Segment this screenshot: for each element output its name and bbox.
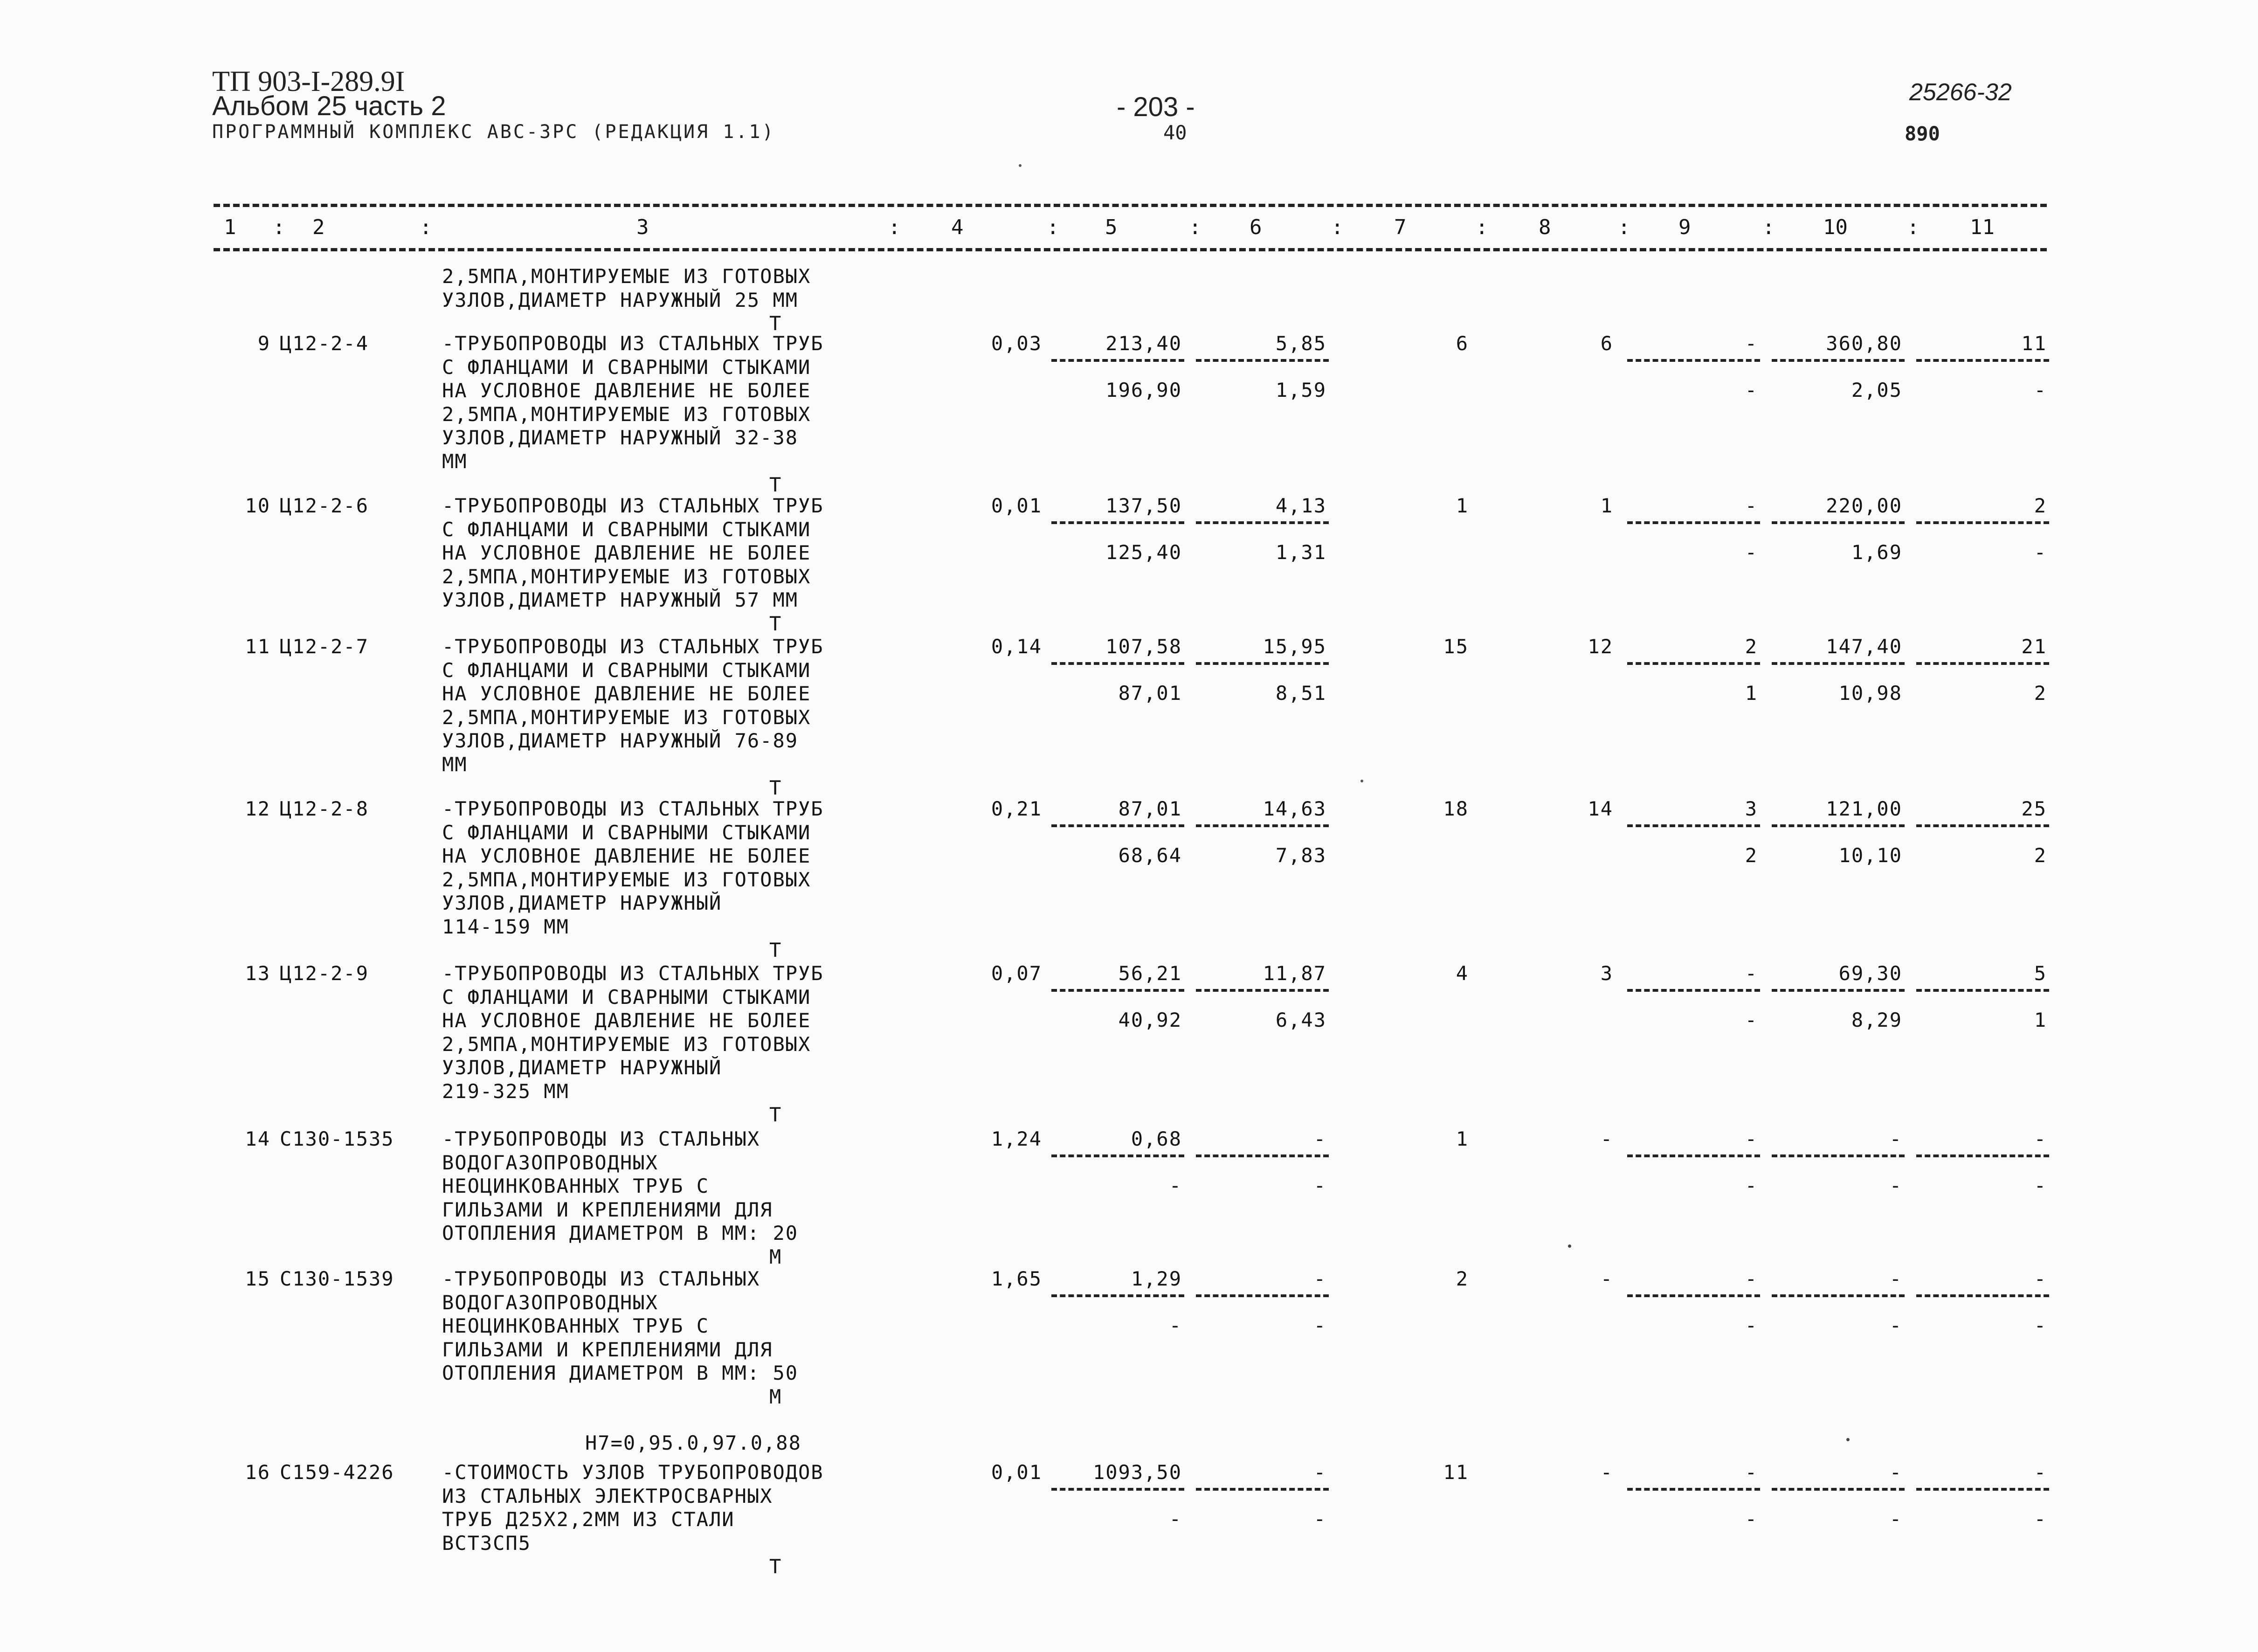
- value-c7: 15: [1443, 635, 1469, 658]
- fraction-rule: [1051, 1294, 1184, 1297]
- value-c9: -: [1745, 332, 1758, 355]
- value-c10: 147,40: [1826, 635, 1902, 658]
- value-c9: -: [1745, 1461, 1758, 1484]
- fraction-rule: [1627, 824, 1760, 827]
- column-header: 6: [1250, 215, 1262, 239]
- value-c9b: -: [1745, 1009, 1758, 1031]
- value-c10: -: [1889, 1127, 1902, 1150]
- value-c7: 4: [1456, 962, 1469, 985]
- album-label: Альбом 25 часть 2: [212, 91, 446, 121]
- description-line: НА УСЛОВНОЕ ДАВЛЕНИЕ НЕ БОЛЕЕ: [442, 541, 811, 564]
- row-number: 13: [245, 962, 270, 985]
- value-c5b: 196,90: [1105, 379, 1182, 401]
- value-c5b: -: [1169, 1174, 1182, 1197]
- value-c10: 69,30: [1838, 962, 1902, 985]
- value-c11: 11: [2021, 332, 2047, 355]
- scan-mark: [1846, 1438, 1850, 1441]
- fraction-rule: [1916, 989, 2049, 992]
- value-c9b: 1: [1745, 682, 1758, 705]
- description-line: -ТРУБОПРОВОДЫ ИЗ СТАЛЬНЫХ ТРУБ: [442, 332, 824, 355]
- value-c9b: 2: [1745, 844, 1758, 867]
- fraction-rule: [1051, 662, 1184, 665]
- unit-label: Т: [769, 473, 781, 496]
- value-c4: 0,01: [991, 494, 1042, 517]
- fraction-rule: [1196, 521, 1329, 524]
- value-c5b: 68,64: [1118, 844, 1182, 867]
- value-c4: 0,07: [991, 962, 1042, 985]
- archive-number: 25266-32: [1909, 79, 2012, 106]
- value-c9b: -: [1745, 1507, 1758, 1530]
- value-c10b: 1,69: [1851, 541, 1902, 564]
- description-line: ММ: [442, 753, 468, 776]
- description-line: НЕОЦИНКОВАННЫХ ТРУБ С: [442, 1175, 710, 1197]
- fraction-rule: [1916, 1154, 2049, 1157]
- description-line: УЗЛОВ,ДИАМЕТР НАРУЖНЫЙ 32-38: [442, 426, 799, 449]
- value-c5: 107,58: [1105, 635, 1182, 658]
- value-c6: 11,87: [1263, 962, 1326, 985]
- unit-label: Т: [769, 776, 781, 799]
- value-c11: -: [2034, 1127, 2047, 1150]
- value-c8: -: [1600, 1267, 1613, 1290]
- value-c4: 1,65: [991, 1267, 1042, 1290]
- fraction-rule: [1627, 359, 1760, 362]
- value-c11: 5: [2034, 962, 2047, 985]
- value-c8: 3: [1600, 962, 1613, 985]
- value-c5: 213,40: [1105, 332, 1182, 355]
- description-line: ГИЛЬЗАМИ И КРЕПЛЕНИЯМИ ДЛЯ: [442, 1338, 773, 1361]
- description-line: С ФЛАНЦАМИ И СВАРНЫМИ СТЫКАМИ: [442, 658, 811, 682]
- value-c11: 21: [2021, 635, 2047, 658]
- fraction-rule: [1916, 1488, 2049, 1491]
- column-separator: :: [1331, 215, 1344, 239]
- value-c10: -: [1889, 1267, 1902, 1290]
- value-c6b: 7,83: [1275, 844, 1326, 867]
- column-separator: :: [1762, 215, 1775, 239]
- value-c10: -: [1889, 1461, 1902, 1484]
- rate-code: С159-4226: [280, 1461, 394, 1484]
- description-line: НА УСЛОВНОЕ ДАВЛЕНИЕ НЕ БОЛЕЕ: [442, 379, 811, 402]
- value-c10b: 2,05: [1851, 379, 1902, 401]
- fraction-rule: [1051, 1154, 1184, 1157]
- description-line: ВСТ3СП5: [442, 1531, 532, 1555]
- fraction-rule: [1196, 824, 1329, 827]
- value-c5b: 87,01: [1118, 682, 1182, 705]
- column-header: 9: [1678, 215, 1691, 239]
- value-c8: 1: [1600, 494, 1613, 517]
- value-c11b: -: [2034, 379, 2047, 401]
- value-c9: -: [1745, 1127, 1758, 1150]
- column-header: 7: [1394, 215, 1407, 239]
- row-number: 9: [257, 332, 270, 355]
- fraction-rule: [1627, 1488, 1760, 1491]
- value-c11b: -: [2034, 1174, 2047, 1197]
- unit-label: Т: [769, 1103, 781, 1126]
- description-line: УЗЛОВ,ДИАМЕТР НАРУЖНЫЙ 76-89: [442, 729, 799, 752]
- unit-label: М: [769, 1245, 781, 1268]
- value-c9: -: [1745, 494, 1758, 517]
- value-c6b: 1,31: [1275, 541, 1326, 564]
- description-line: ММ: [442, 449, 468, 473]
- value-c8: -: [1600, 1127, 1613, 1150]
- value-c10b: -: [1889, 1507, 1902, 1530]
- column-separator: :: [273, 215, 285, 239]
- row-number: 14: [245, 1127, 270, 1150]
- code-right: 890: [1905, 122, 1940, 145]
- fraction-rule: [1051, 824, 1184, 827]
- value-c8: 14: [1588, 797, 1613, 820]
- column-header: 8: [1539, 215, 1551, 239]
- fraction-rule: [1196, 662, 1329, 665]
- value-c6: -: [1313, 1127, 1326, 1150]
- description-line: 219-325 ММ: [442, 1079, 569, 1103]
- value-c8: 12: [1588, 635, 1613, 658]
- coefficient-line: Н7=0,95.0,97.0,88: [585, 1431, 801, 1454]
- description-line: С ФЛАНЦАМИ И СВАРНЫМИ СТЫКАМИ: [442, 518, 811, 541]
- column-separator: :: [888, 215, 901, 239]
- value-c6: 4,13: [1275, 494, 1326, 517]
- description-line: С ФЛАНЦАМИ И СВАРНЫМИ СТЫКАМИ: [442, 355, 811, 379]
- table-top-rule: [214, 204, 2047, 207]
- description-line: -СТОИМОСТЬ УЗЛОВ ТРУБОПРОВОДОВ: [442, 1461, 824, 1484]
- value-c5: 87,01: [1118, 797, 1182, 820]
- unit-label: М: [769, 1385, 781, 1408]
- value-c6b: 6,43: [1275, 1009, 1326, 1031]
- description-line: ОТОПЛЕНИЯ ДИАМЕТРОМ В ММ: 50: [442, 1362, 799, 1384]
- column-header: 4: [951, 215, 964, 239]
- description-line: ВОДОГАЗОПРОВОДНЫХ: [442, 1291, 658, 1314]
- value-c6: -: [1313, 1267, 1326, 1290]
- column-header: 2: [312, 215, 325, 239]
- unit-label: Т: [769, 1555, 781, 1578]
- value-c11b: -: [2034, 541, 2047, 564]
- fraction-rule: [1772, 662, 1905, 665]
- unit-label: Т: [769, 312, 781, 335]
- row-number: 12: [245, 797, 270, 820]
- value-c10b: 10,98: [1838, 682, 1902, 705]
- value-c7: 1: [1456, 494, 1469, 517]
- value-c10b: 8,29: [1851, 1009, 1902, 1031]
- description-line: ГИЛЬЗАМИ И КРЕПЛЕНИЯМИ ДЛЯ: [442, 1198, 773, 1221]
- value-c6b: 8,51: [1275, 682, 1326, 705]
- column-header: 11: [1970, 215, 1995, 239]
- program-title: ПРОГРАММНЫЙ КОМПЛЕКС АВС-3РС (РЕДАКЦИЯ 1.1): [212, 121, 775, 143]
- fraction-rule: [1196, 359, 1329, 362]
- value-c7: 11: [1443, 1461, 1469, 1484]
- row-number: 16: [245, 1461, 270, 1484]
- description-line: -ТРУБОПРОВОДЫ ИЗ СТАЛЬНЫХ ТРУБ: [442, 962, 824, 985]
- value-c5: 1,29: [1131, 1267, 1182, 1290]
- fraction-rule: [1627, 1294, 1760, 1297]
- description-line: С ФЛАНЦАМИ И СВАРНЫМИ СТЫКАМИ: [442, 821, 811, 844]
- value-c8: 6: [1600, 332, 1613, 355]
- page-number: - 203 -: [1117, 92, 1195, 122]
- rate-code: С130-1535: [280, 1127, 394, 1150]
- fraction-rule: [1772, 989, 1905, 992]
- value-c5: 137,50: [1105, 494, 1182, 517]
- description-line: НА УСЛОВНОЕ ДАВЛЕНИЕ НЕ БОЛЕЕ: [442, 1009, 811, 1032]
- value-c4: 0,03: [991, 332, 1042, 355]
- column-header: 10: [1823, 215, 1848, 239]
- rate-code: Ц12-2-4: [280, 332, 369, 355]
- value-c5b: -: [1169, 1507, 1182, 1530]
- value-c7: 6: [1456, 332, 1469, 355]
- fraction-rule: [1916, 662, 2049, 665]
- fraction-rule: [1916, 824, 2049, 827]
- fraction-rule: [1196, 1154, 1329, 1157]
- fraction-rule: [1772, 1294, 1905, 1297]
- column-header: 1: [224, 215, 236, 239]
- description-line: -ТРУБОПРОВОДЫ ИЗ СТАЛЬНЫХ ТРУБ: [442, 635, 824, 658]
- value-c9b: -: [1745, 1174, 1758, 1197]
- value-c9: 3: [1745, 797, 1758, 820]
- value-c11: -: [2034, 1461, 2047, 1484]
- column-separator: :: [1476, 215, 1488, 239]
- column-separator: :: [1907, 215, 1920, 239]
- description-line: ОТОПЛЕНИЯ ДИАМЕТРОМ В ММ: 20: [442, 1222, 799, 1244]
- value-c11: -: [2034, 1267, 2047, 1290]
- value-c10: 360,80: [1826, 332, 1902, 355]
- value-c11b: 2: [2034, 844, 2047, 867]
- fraction-rule: [1916, 359, 2049, 362]
- table-header-rule: [214, 248, 2047, 251]
- fraction-rule: [1051, 1488, 1184, 1491]
- doc-code: ТП 903-I-289.9I: [212, 66, 405, 97]
- value-c5: 0,68: [1131, 1127, 1182, 1150]
- rate-code: Ц12-2-8: [280, 797, 369, 820]
- value-c10b: 10,10: [1838, 844, 1902, 867]
- column-header: 5: [1105, 215, 1118, 239]
- fraction-rule: [1772, 521, 1905, 524]
- description-line: 2,5МПА,МОНТИРУЕМЫЕ ИЗ ГОТОВЫХ: [442, 265, 811, 288]
- fraction-rule: [1627, 662, 1760, 665]
- row-number: 15: [245, 1267, 270, 1290]
- description-line: -ТРУБОПРОВОДЫ ИЗ СТАЛЬНЫХ ТРУБ: [442, 494, 824, 517]
- value-c5: 56,21: [1118, 962, 1182, 985]
- fraction-rule: [1772, 1488, 1905, 1491]
- description-line: 2,5МПА,МОНТИРУЕМЫЕ ИЗ ГОТОВЫХ: [442, 565, 811, 588]
- description-line: НЕОЦИНКОВАННЫХ ТРУБ С: [442, 1314, 710, 1337]
- description-line: С ФЛАНЦАМИ И СВАРНЫМИ СТЫКАМИ: [442, 985, 811, 1009]
- value-c10: 220,00: [1826, 494, 1902, 517]
- value-c6b: -: [1313, 1507, 1326, 1530]
- fraction-rule: [1627, 989, 1760, 992]
- fraction-rule: [1051, 359, 1184, 362]
- fraction-rule: [1916, 521, 2049, 524]
- value-c11: 2: [2034, 494, 2047, 517]
- description-line: 2,5МПА,МОНТИРУЕМЫЕ ИЗ ГОТОВЫХ: [442, 705, 811, 729]
- value-c6: 5,85: [1275, 332, 1326, 355]
- column-separator: :: [420, 215, 432, 239]
- value-c11b: 1: [2034, 1009, 2047, 1031]
- description-line: УЗЛОВ,ДИАМЕТР НАРУЖНЫЙ 57 ММ: [442, 588, 799, 611]
- value-c9b: -: [1745, 1314, 1758, 1337]
- value-c10b: -: [1889, 1314, 1902, 1337]
- value-c5b: 40,92: [1118, 1009, 1182, 1031]
- value-c11b: -: [2034, 1314, 2047, 1337]
- value-c10: 121,00: [1826, 797, 1902, 820]
- value-c6: 14,63: [1263, 797, 1326, 820]
- description-line: УЗЛОВ,ДИАМЕТР НАРУЖНЫЙ: [442, 1056, 722, 1079]
- rate-code: С130-1539: [280, 1267, 394, 1290]
- unit-label: Т: [769, 939, 781, 961]
- value-c7: 2: [1456, 1267, 1469, 1290]
- fraction-rule: [1196, 989, 1329, 992]
- fraction-rule: [1916, 1294, 2049, 1297]
- column-separator: :: [1047, 215, 1059, 239]
- value-c5b: 125,40: [1105, 541, 1182, 564]
- rate-code: Ц12-2-6: [280, 494, 369, 517]
- scan-mark: [1360, 780, 1363, 782]
- row-number: 10: [245, 494, 270, 517]
- fraction-rule: [1772, 824, 1905, 827]
- value-c10b: -: [1889, 1174, 1902, 1197]
- value-c4: 0,14: [991, 635, 1042, 658]
- description-line: -ТРУБОПРОВОДЫ ИЗ СТАЛЬНЫХ: [442, 1127, 760, 1150]
- scan-mark: [1568, 1244, 1571, 1248]
- description-line: -ТРУБОПРОВОДЫ ИЗ СТАЛЬНЫХ ТРУБ: [442, 797, 824, 820]
- fraction-rule: [1772, 1154, 1905, 1157]
- fraction-rule: [1051, 989, 1184, 992]
- fraction-rule: [1196, 1294, 1329, 1297]
- value-c4: 0,01: [991, 1461, 1042, 1484]
- description-line: ВОДОГАЗОПРОВОДНЫХ: [442, 1151, 658, 1174]
- value-c8: -: [1600, 1461, 1613, 1484]
- column-separator: :: [1618, 215, 1630, 239]
- description-line: НА УСЛОВНОЕ ДАВЛЕНИЕ НЕ БОЛЕЕ: [442, 682, 811, 705]
- description-line: УЗЛОВ,ДИАМЕТР НАРУЖНЫЙ 25 ММ: [442, 288, 799, 311]
- unit-label: Т: [769, 612, 781, 635]
- value-c6: 15,95: [1263, 635, 1326, 658]
- column-separator: :: [1189, 215, 1202, 239]
- value-c11: 25: [2021, 797, 2047, 820]
- value-c9b: -: [1745, 379, 1758, 401]
- fraction-rule: [1627, 1154, 1760, 1157]
- value-c7: 18: [1443, 797, 1469, 820]
- description-line: 2,5МПА,МОНТИРУЕМЫЕ ИЗ ГОТОВЫХ: [442, 868, 811, 891]
- scan-mark: [1019, 164, 1022, 167]
- value-c9: -: [1745, 962, 1758, 985]
- value-c5b: -: [1169, 1314, 1182, 1337]
- value-c6b: -: [1313, 1174, 1326, 1197]
- column-header: 3: [636, 215, 649, 239]
- description-line: ИЗ СТАЛЬНЫХ ЭЛЕКТРОСВАРНЫХ: [442, 1484, 773, 1507]
- fraction-rule: [1051, 521, 1184, 524]
- value-c4: 0,21: [991, 797, 1042, 820]
- value-c9: -: [1745, 1267, 1758, 1290]
- value-c5: 1093,50: [1092, 1461, 1182, 1484]
- rate-code: Ц12-2-9: [280, 962, 369, 985]
- value-c11b: -: [2034, 1507, 2047, 1530]
- value-c6: -: [1313, 1461, 1326, 1484]
- description-line: 2,5МПА,МОНТИРУЕМЫЕ ИЗ ГОТОВЫХ: [442, 1032, 811, 1056]
- description-line: 2,5МПА,МОНТИРУЕМЫЕ ИЗ ГОТОВЫХ: [442, 402, 811, 426]
- value-c6b: -: [1313, 1314, 1326, 1337]
- fraction-rule: [1627, 521, 1760, 524]
- sheet-number: 40: [1163, 121, 1187, 144]
- value-c4: 1,24: [991, 1127, 1042, 1150]
- value-c9b: -: [1745, 541, 1758, 564]
- value-c7: 1: [1456, 1127, 1469, 1150]
- value-c9: 2: [1745, 635, 1758, 658]
- value-c11b: 2: [2034, 682, 2047, 705]
- row-number: 11: [245, 635, 270, 658]
- value-c6b: 1,59: [1275, 379, 1326, 401]
- fraction-rule: [1196, 1488, 1329, 1491]
- description-line: ТРУБ Д25Х2,2ММ ИЗ СТАЛИ: [442, 1508, 735, 1531]
- rate-code: Ц12-2-7: [280, 635, 369, 658]
- description-line: 114-159 ММ: [442, 915, 569, 938]
- description-line: УЗЛОВ,ДИАМЕТР НАРУЖНЫЙ: [442, 892, 722, 914]
- description-line: НА УСЛОВНОЕ ДАВЛЕНИЕ НЕ БОЛЕЕ: [442, 844, 811, 867]
- fraction-rule: [1772, 359, 1905, 362]
- description-line: -ТРУБОПРОВОДЫ ИЗ СТАЛЬНЫХ: [442, 1267, 760, 1290]
